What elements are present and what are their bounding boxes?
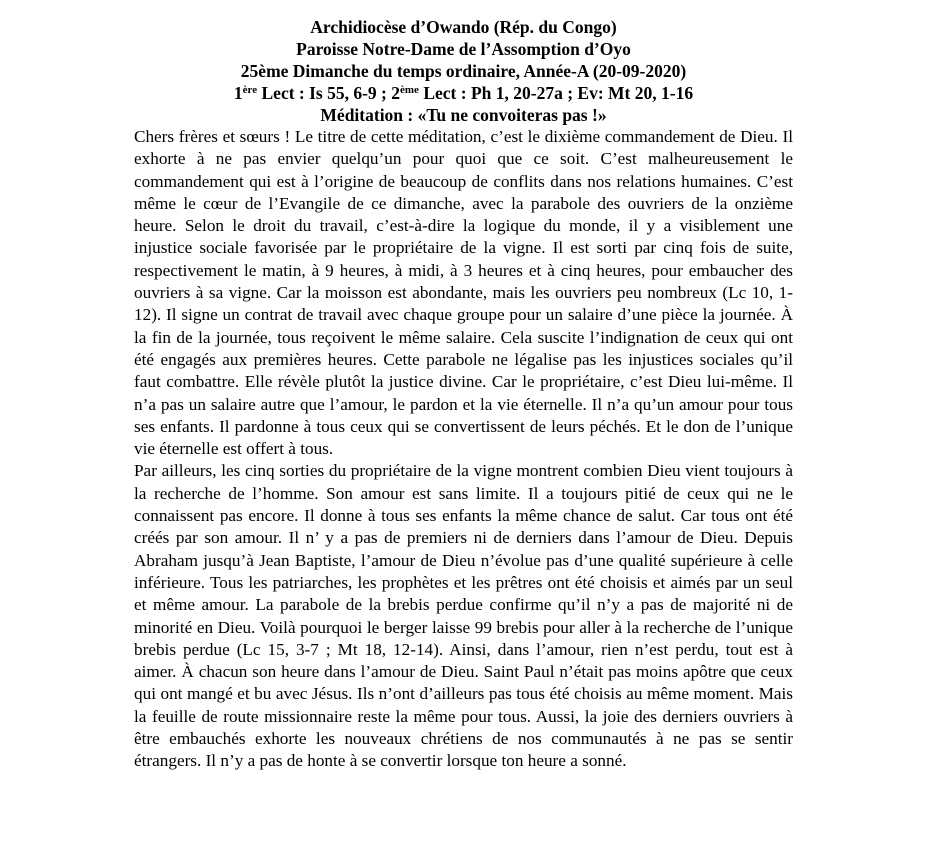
parish-title: Paroisse Notre-Dame de l’Assomption d’Oyo — [296, 39, 631, 59]
body-paragraph-2: Par ailleurs, les cinq sorties du propriétaire de la vigne montrent combien Dieu vient toujours à la recherche de l’homme. Son amour est sans limite. Il a toujours pitié de ceux qui ne le connaissent pas encore. Il donne à tous ses enfants la même chance de salut. Car tous ont été créés par son amour. Il n’ y a pas de premiers ni de derniers dans l’amour de Dieu. Depuis Abraham jusqu’à Jean Baptiste, l’amour de Dieu n’évolue pas d’une qualité supérieure à celle inférieure. Tous les patriarches, les prophètes et les prêtres ont été choisis et aimés par un seul et même amour. La parabole de la brebis perdue confirme qu’il n’y a pas de majorité ni de minorité en Dieu. Voilà pourquoi le berger laisse 99 brebis pour aller à la recherche de l’unique brebis perdue (Lc 15, 3-7 ; Mt 18, 12-14). Ainsi, dans l’amour, rien n’est perdu, tout est à aimer. À chacun son heure dans l’amour de Dieu. Saint Paul n’était pas moins apôtre que ceux qui ont mangé et bu avec Jésus. Ils n’ont d’ailleurs pas tous été choisis au même moment. Mais la feuille de route missionnaire reste la même pour tous. Aussi, la joie des derniers ouvriers à être embauchés exhorte les nouveaux chrétiens de nos communautés à ne pas se sentir étrangers. Il n’y a pas de honte à se convertir lorsque ton heure a sonné. — [134, 461, 793, 771]
archdiocese-title: Archidiocèse d’Owando (Rép. du Congo) — [310, 17, 617, 37]
document-page — [134, 16, 793, 773]
meditation-title: Méditation : «Tu ne convoiteras pas !» — [320, 105, 607, 125]
readings-line — [134, 82, 793, 104]
meditation-body — [134, 126, 793, 773]
first-reading-text: Lect : Is 55, 6-9 ; — [257, 83, 392, 103]
second-reading-number: 2 — [391, 83, 401, 103]
second-reading-text: Lect : Ph 1, 20-27a ; Ev: Mt 20, 1-16 — [418, 83, 694, 103]
body-paragraph-1: Chers frères et sœurs ! Le titre de cette méditation, c’est le dixième commandement de Dieu. Il exhorte à ne pas envier quelqu’un pour quoi que ce soit. C’est malheureusement le commandement qui est à l’origine de beaucoup de conflits dans nos relations humaines. C’est même le cœur de l’Evangile de ce dimanche, avec la parabole des ouvriers de la onzième heure. Selon le droit du travail, c’est-à-dire la logique du monde, il y a visiblement une injustice sociale favorisée par le propriétaire de la vigne. Il est sorti par cinq fois de suite, respectivement le matin, à 9 heures, à midi, à 3 heures et à cinq heures, pour embaucher des ouvriers à sa vigne. Car la moisson est abondante, mais les ouvriers peu nombreux (Lc 10, 1-12). Il signe un contrat de travail avec chaque groupe pour un salaire d’une pièce la journée. À la fin de la journée, tous reçoivent le même salaire. Cela suscite l’indignation de ceux qui ont été engagés aux premières heures. Cette parabole ne légalise pas les injustices sociales qu’il faut combattre. Elle révèle plutôt la justice divine. Car le propriétaire, c’est Dieu lui-même. Il n’a pas un salaire autre que l’amour, le pardon et la vie éternelle. Il n’a qu’un amour pour tous ses enfants. Il pardonne à tous ceux qui se convertissent de leurs péchés. Et le don de l’unique vie éternelle est offert à tous. — [134, 127, 793, 459]
second-reading-ordinal: ème — [400, 84, 419, 96]
first-reading-number: 1 — [233, 83, 243, 103]
document-header — [134, 16, 793, 126]
first-reading-ordinal: ère — [242, 84, 258, 96]
liturgical-date: 25ème Dimanche du temps ordinaire, Année-A (20-09-2020) — [240, 61, 687, 81]
